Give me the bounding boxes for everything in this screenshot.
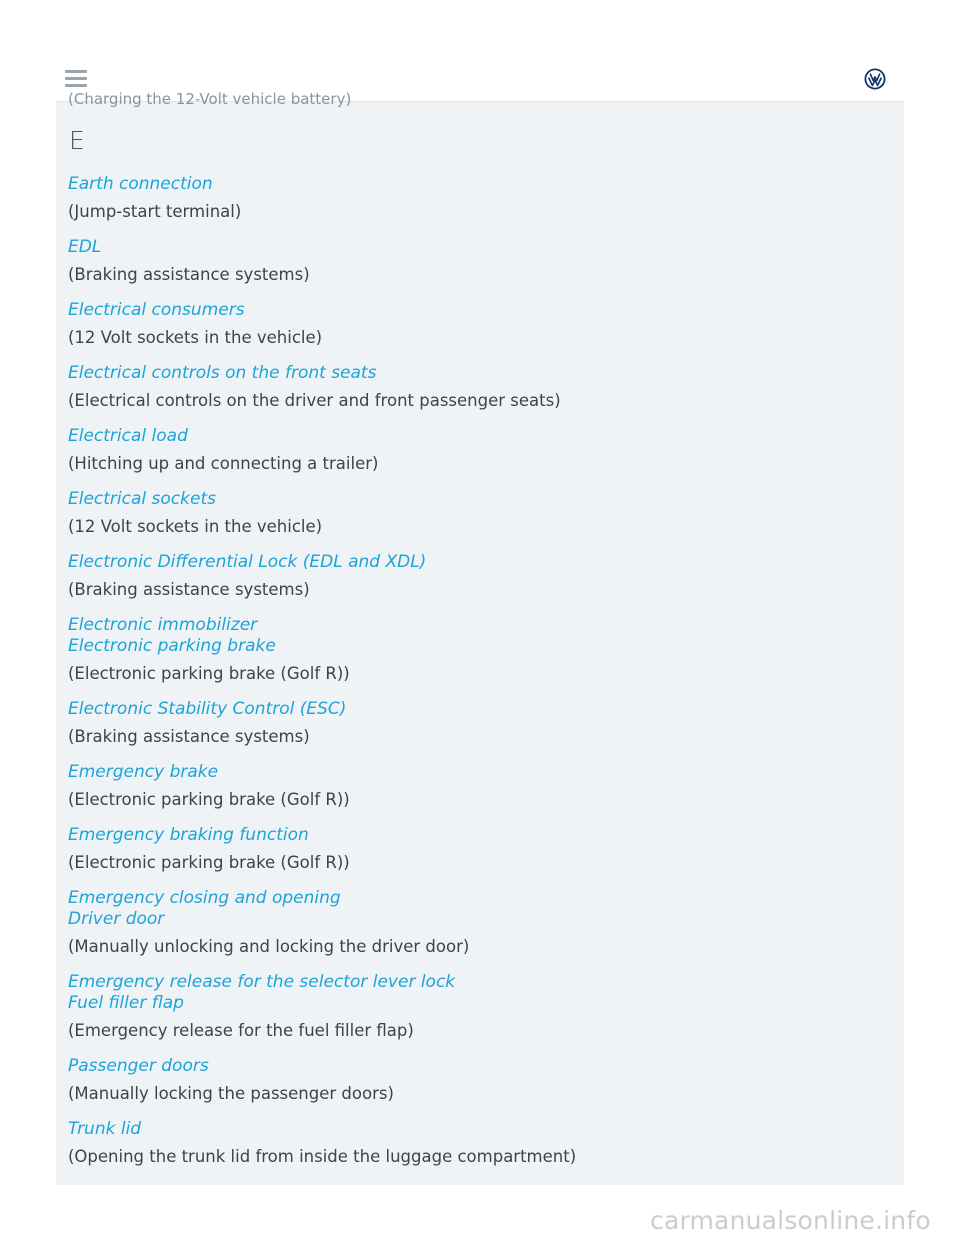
index-entry-description: (Emergency release for the fuel filler flap) — [68, 1021, 414, 1040]
index-entry-description: (Electronic parking brake (Golf R)) — [68, 853, 350, 872]
index-link[interactable]: Emergency brake — [68, 762, 219, 782]
index-entry-description: (Jump-start terminal) — [68, 202, 242, 221]
index-entry — [68, 363, 888, 411]
index-entry — [68, 1119, 888, 1167]
index-link[interactable]: Electrical controls on the front seats — [68, 363, 377, 383]
cut-off-text: (Charging the 12-Volt vehicle battery) — [68, 90, 352, 108]
index-entry-description: (Electronic parking brake (Golf R)) — [68, 664, 350, 683]
index-entry — [68, 615, 888, 684]
index-entry-description: (Opening the trunk lid from inside the luggage compartment) — [68, 1147, 577, 1166]
watermark: carmanualsonline.info — [650, 1206, 931, 1235]
index-entry — [68, 237, 888, 285]
index-link[interactable]: Fuel filler flap — [68, 993, 184, 1013]
vw-logo-icon[interactable] — [864, 68, 886, 90]
index-entry-description: (12 Volt sockets in the vehicle) — [68, 328, 323, 347]
index-link[interactable]: EDL — [68, 237, 102, 257]
index-link[interactable]: Passenger doors — [68, 1056, 209, 1076]
index-entry — [68, 888, 888, 957]
index-entry-description: (Electrical controls on the driver and front passenger seats) — [68, 391, 561, 410]
index-entry-description: (Manually locking the passenger doors) — [68, 1084, 394, 1103]
index-link[interactable]: Emergency release for the selector lever lock — [68, 972, 456, 992]
index-entry — [68, 489, 888, 537]
index-entries — [68, 174, 888, 1167]
index-link[interactable]: Earth connection — [68, 174, 213, 194]
index-entry — [68, 426, 888, 474]
index-entry — [68, 825, 888, 873]
index-entry-description: (Braking assistance systems) — [68, 265, 310, 284]
index-entry — [68, 972, 888, 1041]
index-link[interactable]: Trunk lid — [68, 1119, 142, 1139]
index-entry — [68, 552, 888, 600]
index-link[interactable]: Electrical consumers — [68, 300, 245, 320]
index-link[interactable]: Electrical sockets — [68, 489, 216, 509]
index-link[interactable]: Electronic Stability Control (ESC) — [68, 699, 347, 719]
index-link[interactable]: Electronic Differential Lock (EDL and XDL) — [68, 552, 427, 572]
index-entry-description: (Braking assistance systems) — [68, 727, 310, 746]
index-entry-description: (12 Volt sockets in the vehicle) — [68, 517, 323, 536]
index-entry-description: (Manually unlocking and locking the driver door) — [68, 937, 470, 956]
index-entry — [68, 174, 888, 222]
index-entry-description: (Hitching up and connecting a trailer) — [68, 454, 379, 473]
hamburger-menu-icon[interactable] — [65, 70, 87, 87]
index-entry-description: (Electronic parking brake (Golf R)) — [68, 790, 350, 809]
index-link[interactable]: Emergency closing and opening — [68, 888, 341, 908]
index-entry — [68, 1056, 888, 1104]
index-entry — [68, 300, 888, 348]
index-entry — [68, 699, 888, 747]
index-link[interactable]: Electronic immobilizer — [68, 615, 258, 635]
index-panel — [56, 90, 904, 1185]
index-link[interactable]: Emergency braking function — [68, 825, 309, 845]
index-entry-description: (Braking assistance systems) — [68, 580, 310, 599]
section-letter: E — [69, 126, 85, 155]
index-link[interactable]: Driver door — [68, 909, 165, 929]
index-entry — [68, 762, 888, 810]
index-link[interactable]: Electronic parking brake — [68, 636, 276, 656]
index-link[interactable]: Electrical load — [68, 426, 188, 446]
